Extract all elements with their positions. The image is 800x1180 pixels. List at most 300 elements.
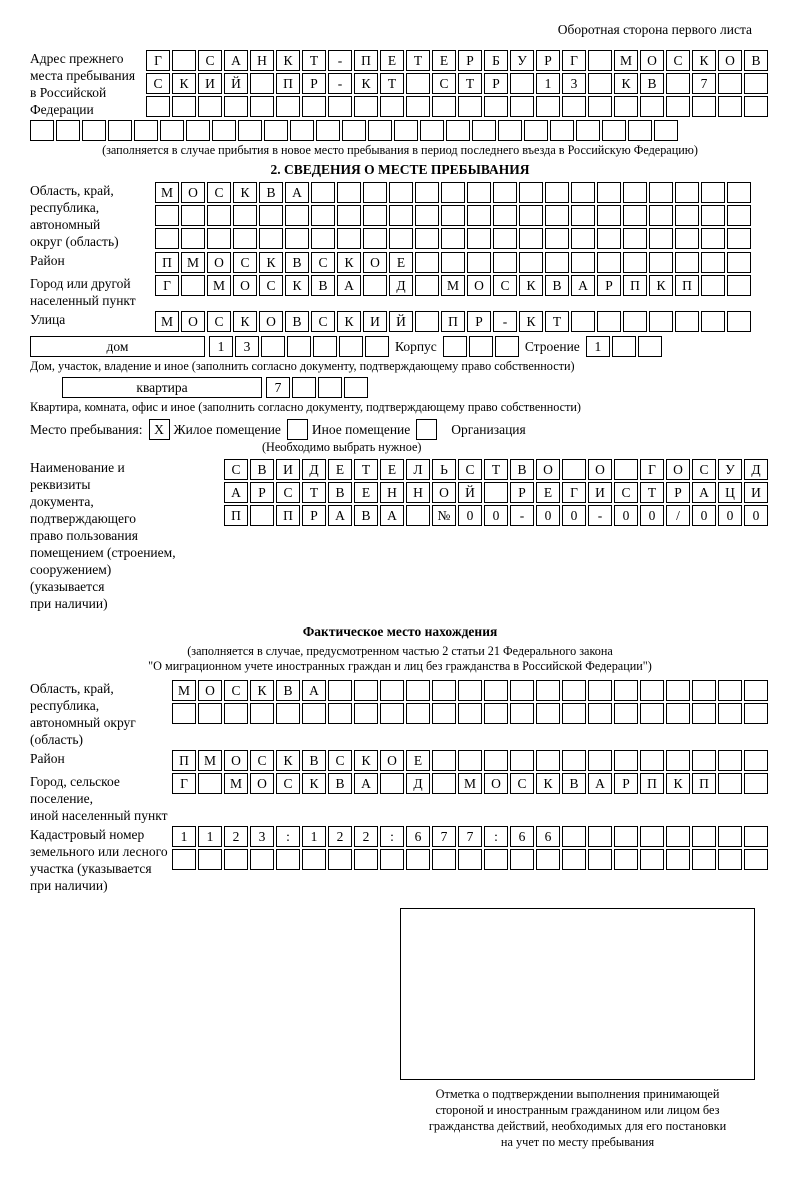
document-cell-0[interactable]: П	[224, 505, 248, 526]
city-cell-3[interactable]: О	[233, 275, 257, 296]
prev-address-cell-16[interactable]: Г	[562, 50, 586, 71]
actual-region-cell-18[interactable]	[640, 680, 664, 701]
region-cell-1[interactable]	[181, 228, 205, 249]
prev-address-cell-23[interactable]	[744, 73, 768, 94]
actual-district-cell-5[interactable]: В	[302, 750, 326, 771]
document-cell-0[interactable]: А	[224, 482, 248, 503]
cadastral-cell-21[interactable]	[718, 849, 742, 870]
city-cell-0[interactable]: Г	[155, 275, 179, 296]
prev-address-cell-17[interactable]	[588, 96, 612, 117]
document-cell-4[interactable]: А	[328, 505, 352, 526]
region-cell-2[interactable]: С	[207, 182, 231, 203]
document-cell-7[interactable]: Л	[406, 459, 430, 480]
district-cell-13[interactable]	[493, 252, 517, 273]
prev-address-cell-17[interactable]	[588, 50, 612, 71]
actual-region-cell-11[interactable]	[458, 680, 482, 701]
region-cell-20[interactable]	[675, 205, 699, 226]
region-cell-15[interactable]	[545, 205, 569, 226]
document-cell-2[interactable]: П	[276, 505, 300, 526]
prev-address-cell-18[interactable]: К	[614, 73, 638, 94]
region-cell-21[interactable]	[701, 228, 725, 249]
region-cell-16[interactable]	[571, 205, 595, 226]
prev-address-cell-2[interactable]	[198, 96, 222, 117]
prev-address-cell-7[interactable]	[212, 120, 236, 141]
prev-address-cell-9[interactable]: Т	[380, 73, 404, 94]
document-cell-13[interactable]: Г	[562, 482, 586, 503]
prev-address-cell-23[interactable]: В	[744, 50, 768, 71]
street-cell-19[interactable]	[649, 311, 673, 332]
prev-address-cell-16[interactable]	[562, 96, 586, 117]
district-cell-10[interactable]	[415, 252, 439, 273]
actual-city-cell-1[interactable]	[198, 773, 222, 794]
actual-region-cell-2[interactable]: С	[224, 680, 248, 701]
district-cell-3[interactable]: С	[233, 252, 257, 273]
prev-address-cell-5[interactable]: К	[276, 50, 300, 71]
document-cell-19[interactable]: У	[718, 459, 742, 480]
document-cell-18[interactable]: 0	[692, 505, 716, 526]
region-cell-18[interactable]	[623, 205, 647, 226]
actual-region-cell-19[interactable]	[666, 703, 690, 724]
region-cell-13[interactable]	[493, 205, 517, 226]
district-cell-19[interactable]	[649, 252, 673, 273]
region-cell-14[interactable]	[519, 182, 543, 203]
district-cell-4[interactable]: К	[259, 252, 283, 273]
actual-region-cell-19[interactable]	[666, 680, 690, 701]
actual-region-cell-14[interactable]	[536, 680, 560, 701]
document-cell-16[interactable]: Г	[640, 459, 664, 480]
actual-city-cell-20[interactable]: П	[692, 773, 716, 794]
actual-district-cell-7[interactable]: К	[354, 750, 378, 771]
cadastral-cell-14[interactable]: 6	[536, 826, 560, 847]
actual-district-cell-17[interactable]	[614, 750, 638, 771]
region-cell-5[interactable]	[285, 205, 309, 226]
city-cell-2[interactable]: М	[207, 275, 231, 296]
document-cell-15[interactable]: 0	[614, 505, 638, 526]
cadastral-cell-4[interactable]: :	[276, 826, 300, 847]
actual-region-cell-21[interactable]	[718, 680, 742, 701]
cadastral-cell-17[interactable]	[614, 826, 638, 847]
prev-address-cell-1[interactable]: К	[172, 73, 196, 94]
prev-address-cell-24[interactable]	[654, 120, 678, 141]
actual-city-cell-16[interactable]: А	[588, 773, 612, 794]
actual-district-cell-9[interactable]: Е	[406, 750, 430, 771]
prev-address-cell-21[interactable]: 7	[692, 73, 716, 94]
actual-region-cell-3[interactable]: К	[250, 680, 274, 701]
district-cell-2[interactable]: О	[207, 252, 231, 273]
city-cell-17[interactable]: Р	[597, 275, 621, 296]
prev-address-cell-0[interactable]: С	[146, 73, 170, 94]
flat-cell-3[interactable]	[344, 377, 368, 398]
district-cell-17[interactable]	[597, 252, 621, 273]
city-cell-12[interactable]: О	[467, 275, 491, 296]
region-cell-8[interactable]	[363, 205, 387, 226]
street-cell-10[interactable]	[415, 311, 439, 332]
actual-region-cell-1[interactable]: О	[198, 680, 222, 701]
document-cell-11[interactable]: Р	[510, 482, 534, 503]
house-cell-6[interactable]	[365, 336, 389, 357]
region-cell-5[interactable]: А	[285, 182, 309, 203]
actual-region-cell-4[interactable]	[276, 703, 300, 724]
actual-city-cell-12[interactable]: О	[484, 773, 508, 794]
actual-region-cell-22[interactable]	[744, 680, 768, 701]
prev-address-cell-7[interactable]: -	[328, 50, 352, 71]
prev-address-cell-0[interactable]: Г	[146, 50, 170, 71]
region-cell-12[interactable]	[467, 205, 491, 226]
actual-region-cell-10[interactable]	[432, 680, 456, 701]
flat-cell-2[interactable]	[318, 377, 342, 398]
actual-district-cell-4[interactable]: К	[276, 750, 300, 771]
street-cell-8[interactable]: И	[363, 311, 387, 332]
document-cell-20[interactable]: И	[744, 482, 768, 503]
actual-region-cell-7[interactable]	[354, 680, 378, 701]
street-cell-5[interactable]: В	[285, 311, 309, 332]
city-cell-21[interactable]	[701, 275, 725, 296]
prev-address-cell-15[interactable]: Р	[536, 50, 560, 71]
prev-address-cell-5[interactable]: П	[276, 73, 300, 94]
prev-address-cell-7[interactable]	[328, 96, 352, 117]
cadastral-cell-18[interactable]	[640, 826, 664, 847]
city-cell-10[interactable]	[415, 275, 439, 296]
district-cell-20[interactable]	[675, 252, 699, 273]
prev-address-cell-23[interactable]	[744, 96, 768, 117]
document-cell-9[interactable]: С	[458, 459, 482, 480]
region-cell-13[interactable]	[493, 228, 517, 249]
cadastral-cell-3[interactable]	[250, 849, 274, 870]
street-cell-6[interactable]: С	[311, 311, 335, 332]
prev-address-cell-10[interactable]	[406, 96, 430, 117]
region-cell-1[interactable]	[181, 205, 205, 226]
city-cell-16[interactable]: А	[571, 275, 595, 296]
city-cell-22[interactable]	[727, 275, 751, 296]
stroenie-cell-1[interactable]	[612, 336, 636, 357]
actual-district-cell-10[interactable]	[432, 750, 456, 771]
prev-address-cell-7[interactable]: -	[328, 73, 352, 94]
document-cell-12[interactable]: 0	[536, 505, 560, 526]
prev-address-cell-21[interactable]	[692, 96, 716, 117]
region-cell-6[interactable]	[311, 228, 335, 249]
region-cell-0[interactable]	[155, 228, 179, 249]
cadastral-cell-5[interactable]	[302, 849, 326, 870]
document-cell-8[interactable]: Ь	[432, 459, 456, 480]
document-cell-14[interactable]: -	[588, 505, 612, 526]
actual-region-cell-5[interactable]	[302, 703, 326, 724]
prev-address-cell-19[interactable]	[640, 96, 664, 117]
region-cell-20[interactable]	[675, 182, 699, 203]
actual-city-cell-7[interactable]: А	[354, 773, 378, 794]
region-cell-17[interactable]	[597, 182, 621, 203]
prev-address-cell-11[interactable]	[316, 120, 340, 141]
street-cell-13[interactable]: -	[493, 311, 517, 332]
cadastral-cell-7[interactable]	[354, 849, 378, 870]
prev-address-cell-16[interactable]	[446, 120, 470, 141]
region-cell-7[interactable]	[337, 182, 361, 203]
cadastral-cell-0[interactable]: 1	[172, 826, 196, 847]
actual-region-cell-0[interactable]	[172, 703, 196, 724]
city-cell-14[interactable]: К	[519, 275, 543, 296]
region-cell-18[interactable]	[623, 182, 647, 203]
region-cell-8[interactable]	[363, 228, 387, 249]
cadastral-cell-11[interactable]	[458, 849, 482, 870]
cadastral-cell-18[interactable]	[640, 849, 664, 870]
street-cell-12[interactable]: Р	[467, 311, 491, 332]
document-cell-17[interactable]: Р	[666, 482, 690, 503]
actual-city-cell-9[interactable]: Д	[406, 773, 430, 794]
actual-region-cell-11[interactable]	[458, 703, 482, 724]
document-cell-2[interactable]: С	[276, 482, 300, 503]
region-cell-19[interactable]	[649, 205, 673, 226]
document-cell-12[interactable]: Е	[536, 482, 560, 503]
actual-city-cell-21[interactable]	[718, 773, 742, 794]
cadastral-cell-4[interactable]	[276, 849, 300, 870]
prev-address-cell-22[interactable]	[718, 96, 742, 117]
region-cell-19[interactable]	[649, 182, 673, 203]
prev-address-cell-13[interactable]: Р	[484, 73, 508, 94]
document-cell-16[interactable]: 0	[640, 505, 664, 526]
actual-region-cell-2[interactable]	[224, 703, 248, 724]
cadastral-cell-20[interactable]	[692, 849, 716, 870]
cadastral-cell-19[interactable]	[666, 826, 690, 847]
prev-address-cell-6[interactable]	[302, 96, 326, 117]
city-cell-15[interactable]: В	[545, 275, 569, 296]
city-cell-8[interactable]	[363, 275, 387, 296]
actual-region-cell-9[interactable]	[406, 680, 430, 701]
prev-address-cell-18[interactable]	[498, 120, 522, 141]
street-cell-3[interactable]: К	[233, 311, 257, 332]
prev-address-cell-1[interactable]	[172, 96, 196, 117]
prev-address-cell-16[interactable]: 3	[562, 73, 586, 94]
document-cell-15[interactable]: С	[614, 482, 638, 503]
cadastral-cell-6[interactable]	[328, 849, 352, 870]
city-cell-6[interactable]: В	[311, 275, 335, 296]
document-cell-4[interactable]: В	[328, 482, 352, 503]
prev-address-cell-21[interactable]	[576, 120, 600, 141]
region-cell-2[interactable]	[207, 205, 231, 226]
document-cell-10[interactable]: Т	[484, 459, 508, 480]
prev-address-cell-14[interactable]	[510, 96, 534, 117]
actual-district-cell-19[interactable]	[666, 750, 690, 771]
cadastral-cell-15[interactable]	[562, 826, 586, 847]
confirmation-mark-box[interactable]	[400, 908, 755, 1080]
district-cell-0[interactable]: П	[155, 252, 179, 273]
actual-region-cell-6[interactable]	[328, 703, 352, 724]
region-cell-10[interactable]	[415, 182, 439, 203]
district-cell-22[interactable]	[727, 252, 751, 273]
region-cell-18[interactable]	[623, 228, 647, 249]
actual-region-cell-14[interactable]	[536, 703, 560, 724]
region-cell-11[interactable]	[441, 228, 465, 249]
actual-city-cell-8[interactable]	[380, 773, 404, 794]
street-cell-7[interactable]: К	[337, 311, 361, 332]
street-cell-18[interactable]	[623, 311, 647, 332]
region-cell-20[interactable]	[675, 228, 699, 249]
actual-region-cell-16[interactable]	[588, 703, 612, 724]
region-cell-13[interactable]	[493, 182, 517, 203]
prev-address-cell-12[interactable]: Р	[458, 50, 482, 71]
korpus-cell-2[interactable]	[495, 336, 519, 357]
street-cell-4[interactable]: О	[259, 311, 283, 332]
region-cell-22[interactable]	[727, 182, 751, 203]
document-cell-1[interactable]	[250, 505, 274, 526]
prev-address-cell-22[interactable]: О	[718, 50, 742, 71]
prev-address-cell-2[interactable]	[82, 120, 106, 141]
actual-region-cell-4[interactable]: В	[276, 680, 300, 701]
cadastral-cell-12[interactable]	[484, 849, 508, 870]
actual-region-cell-12[interactable]	[484, 680, 508, 701]
actual-city-cell-6[interactable]: В	[328, 773, 352, 794]
document-cell-2[interactable]: И	[276, 459, 300, 480]
document-cell-3[interactable]: Д	[302, 459, 326, 480]
document-cell-17[interactable]: О	[666, 459, 690, 480]
prev-address-cell-10[interactable]	[406, 73, 430, 94]
document-cell-17[interactable]: /	[666, 505, 690, 526]
actual-city-cell-0[interactable]: Г	[172, 773, 196, 794]
actual-region-cell-13[interactable]	[510, 703, 534, 724]
prev-address-cell-13[interactable]: Б	[484, 50, 508, 71]
cadastral-cell-14[interactable]	[536, 849, 560, 870]
document-cell-12[interactable]: О	[536, 459, 560, 480]
district-cell-1[interactable]: М	[181, 252, 205, 273]
region-cell-22[interactable]	[727, 228, 751, 249]
prev-address-cell-18[interactable]: М	[614, 50, 638, 71]
document-cell-7[interactable]: Н	[406, 482, 430, 503]
cadastral-cell-22[interactable]	[744, 826, 768, 847]
house-cell-5[interactable]	[339, 336, 363, 357]
prev-address-cell-13[interactable]	[484, 96, 508, 117]
region-cell-21[interactable]	[701, 205, 725, 226]
city-cell-5[interactable]: К	[285, 275, 309, 296]
actual-region-cell-8[interactable]	[380, 680, 404, 701]
prev-address-cell-9[interactable]	[380, 96, 404, 117]
prev-address-cell-2[interactable]: И	[198, 73, 222, 94]
street-cell-9[interactable]: Й	[389, 311, 413, 332]
region-cell-21[interactable]	[701, 182, 725, 203]
prev-address-cell-6[interactable]	[186, 120, 210, 141]
prev-address-cell-9[interactable]	[264, 120, 288, 141]
region-cell-1[interactable]: О	[181, 182, 205, 203]
document-cell-6[interactable]: Е	[380, 459, 404, 480]
district-cell-14[interactable]	[519, 252, 543, 273]
actual-region-cell-17[interactable]	[614, 680, 638, 701]
prev-address-cell-3[interactable]: А	[224, 50, 248, 71]
cadastral-cell-7[interactable]: 2	[354, 826, 378, 847]
prev-address-cell-3[interactable]	[108, 120, 132, 141]
document-cell-6[interactable]: Н	[380, 482, 404, 503]
prev-address-cell-13[interactable]	[368, 120, 392, 141]
region-cell-3[interactable]	[233, 205, 257, 226]
actual-city-cell-11[interactable]: М	[458, 773, 482, 794]
region-cell-15[interactable]	[545, 182, 569, 203]
actual-region-cell-5[interactable]: А	[302, 680, 326, 701]
actual-region-cell-12[interactable]	[484, 703, 508, 724]
actual-district-cell-15[interactable]	[562, 750, 586, 771]
actual-district-cell-6[interactable]: С	[328, 750, 352, 771]
prev-address-cell-14[interactable]	[394, 120, 418, 141]
actual-district-cell-14[interactable]	[536, 750, 560, 771]
cadastral-cell-22[interactable]	[744, 849, 768, 870]
prev-address-cell-18[interactable]	[614, 96, 638, 117]
prev-address-cell-12[interactable]	[342, 120, 366, 141]
region-cell-12[interactable]	[467, 182, 491, 203]
actual-region-cell-20[interactable]	[692, 703, 716, 724]
cadastral-cell-10[interactable]	[432, 849, 456, 870]
street-cell-11[interactable]: П	[441, 311, 465, 332]
street-cell-15[interactable]: Т	[545, 311, 569, 332]
korpus-cell-1[interactable]	[469, 336, 493, 357]
document-cell-11[interactable]: -	[510, 505, 534, 526]
document-cell-14[interactable]: И	[588, 482, 612, 503]
document-cell-14[interactable]: О	[588, 459, 612, 480]
district-cell-18[interactable]	[623, 252, 647, 273]
cadastral-cell-12[interactable]: :	[484, 826, 508, 847]
region-cell-14[interactable]	[519, 228, 543, 249]
prev-address-cell-20[interactable]	[666, 73, 690, 94]
prev-address-cell-15[interactable]	[420, 120, 444, 141]
stroenie-cell-2[interactable]	[638, 336, 662, 357]
region-cell-17[interactable]	[597, 228, 621, 249]
region-cell-0[interactable]: М	[155, 182, 179, 203]
region-cell-4[interactable]	[259, 205, 283, 226]
actual-region-cell-21[interactable]	[718, 703, 742, 724]
document-cell-19[interactable]: 0	[718, 505, 742, 526]
district-cell-6[interactable]: С	[311, 252, 335, 273]
cadastral-cell-21[interactable]	[718, 826, 742, 847]
prev-address-cell-8[interactable]: П	[354, 50, 378, 71]
region-cell-3[interactable]	[233, 228, 257, 249]
document-cell-1[interactable]: В	[250, 459, 274, 480]
actual-city-cell-14[interactable]: К	[536, 773, 560, 794]
prev-address-cell-0[interactable]	[30, 120, 54, 141]
prev-address-cell-4[interactable]	[250, 73, 274, 94]
street-cell-21[interactable]	[701, 311, 725, 332]
document-cell-7[interactable]	[406, 505, 430, 526]
actual-city-cell-5[interactable]: К	[302, 773, 326, 794]
region-cell-10[interactable]	[415, 228, 439, 249]
actual-city-cell-18[interactable]: П	[640, 773, 664, 794]
actual-region-cell-17[interactable]	[614, 703, 638, 724]
street-cell-14[interactable]: К	[519, 311, 543, 332]
cadastral-cell-9[interactable]	[406, 849, 430, 870]
region-cell-15[interactable]	[545, 228, 569, 249]
prev-address-cell-15[interactable]: 1	[536, 73, 560, 94]
actual-region-cell-10[interactable]	[432, 703, 456, 724]
actual-city-cell-17[interactable]: Р	[614, 773, 638, 794]
city-cell-20[interactable]: П	[675, 275, 699, 296]
prev-address-cell-8[interactable]: К	[354, 73, 378, 94]
prev-address-cell-1[interactable]	[172, 50, 196, 71]
prev-address-cell-5[interactable]	[276, 96, 300, 117]
korpus-cell-0[interactable]	[443, 336, 467, 357]
prev-address-cell-4[interactable]	[250, 96, 274, 117]
actual-region-cell-22[interactable]	[744, 703, 768, 724]
prev-address-cell-19[interactable]	[524, 120, 548, 141]
document-cell-8[interactable]: О	[432, 482, 456, 503]
region-cell-12[interactable]	[467, 228, 491, 249]
street-cell-1[interactable]: О	[181, 311, 205, 332]
region-cell-11[interactable]	[441, 182, 465, 203]
prev-address-cell-19[interactable]: О	[640, 50, 664, 71]
prev-address-cell-12[interactable]	[458, 96, 482, 117]
street-cell-16[interactable]	[571, 311, 595, 332]
document-cell-0[interactable]: С	[224, 459, 248, 480]
cadastral-cell-0[interactable]	[172, 849, 196, 870]
actual-region-cell-1[interactable]	[198, 703, 222, 724]
prev-address-cell-11[interactable]	[432, 96, 456, 117]
actual-city-cell-3[interactable]: О	[250, 773, 274, 794]
region-cell-16[interactable]	[571, 182, 595, 203]
region-cell-0[interactable]	[155, 205, 179, 226]
region-cell-16[interactable]	[571, 228, 595, 249]
city-cell-18[interactable]: П	[623, 275, 647, 296]
